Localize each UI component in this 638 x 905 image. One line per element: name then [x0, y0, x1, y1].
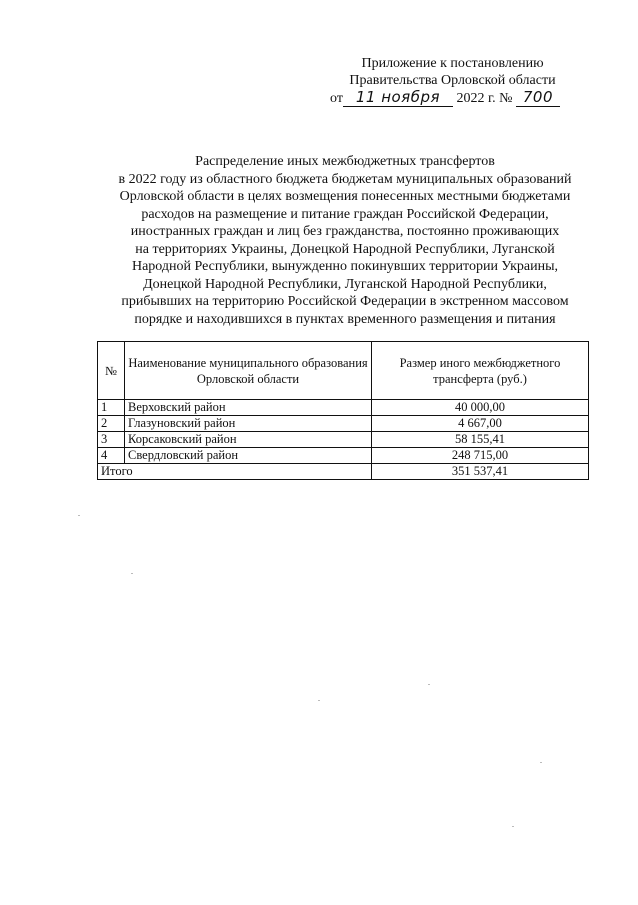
appendix-line1: Приложение к постановлению [361, 56, 544, 71]
total-amount: 351 537,41 [372, 464, 589, 480]
row-municipality: Корсаковский район [125, 432, 372, 448]
row-amount: 248 715,00 [372, 448, 589, 464]
row-municipality: Верховский район [125, 400, 372, 416]
scan-speck [131, 573, 133, 574]
title-line: Донецкой Народной Республики, Луганской Народной Республики, [143, 276, 547, 292]
row-number: 4 [98, 448, 125, 464]
scan-speck [540, 762, 542, 763]
table-header-row [98, 342, 589, 400]
title-line: Распределение иных межбюджетных трансфертов [195, 154, 495, 169]
row-amount: 58 155,41 [372, 432, 589, 448]
table-total-row [98, 464, 589, 480]
year-text: 2022 г. № [456, 91, 513, 106]
row-amount: 40 000,00 [372, 400, 589, 416]
table-row [98, 416, 589, 432]
header-amount: Размер иного межбюджетного трансферта (руб.) [372, 342, 589, 400]
title-line: Орловской области в целях возмещения понесенных местными бюджетами [119, 189, 571, 204]
document-title [95, 153, 595, 328]
scan-speck [78, 515, 80, 516]
header-municipality: Наименование муниципального образования Орловской области [125, 342, 372, 400]
title-line: прибывших на территорию Российской Федерации в экстренном массовом [121, 294, 569, 309]
table-row [98, 448, 589, 464]
table-row [98, 400, 589, 416]
title-line: порядке и находившихся в пунктах временного размещения и питания [134, 311, 556, 327]
transfers-table [97, 341, 589, 480]
appendix-date-line [330, 89, 575, 107]
appendix-header [330, 55, 575, 107]
scan-speck [318, 700, 320, 701]
scan-speck [512, 826, 514, 827]
title-line: в 2022 году из областного бюджета бюджетам муниципальных образований [118, 171, 572, 187]
handwritten-date: 11 ноября [343, 89, 453, 107]
title-line: на территориях Украины, Донецкой Народной Республики, Луганской [135, 241, 555, 257]
handwritten-number: 700 [516, 89, 560, 107]
title-line: иностранных граждан и лиц без гражданства, постоянно проживающих [130, 224, 560, 239]
row-number: 3 [98, 432, 125, 448]
title-line: расходов на размещение и питание граждан Российской Федерации, [141, 206, 549, 222]
appendix-line2: Правительства Орловской области [349, 73, 556, 88]
row-municipality: Свердловский район [125, 448, 372, 464]
title-line: Народной Республики, вынужденно покинувших территории Украины, [131, 259, 559, 274]
header-number: № [98, 342, 125, 400]
total-label: Итого [98, 464, 372, 480]
row-municipality: Глазуновский район [125, 416, 372, 432]
table-row [98, 432, 589, 448]
row-number: 1 [98, 400, 125, 416]
row-number: 2 [98, 416, 125, 432]
row-amount: 4 667,00 [372, 416, 589, 432]
scan-speck [428, 684, 430, 685]
date-prefix: от [330, 91, 343, 106]
